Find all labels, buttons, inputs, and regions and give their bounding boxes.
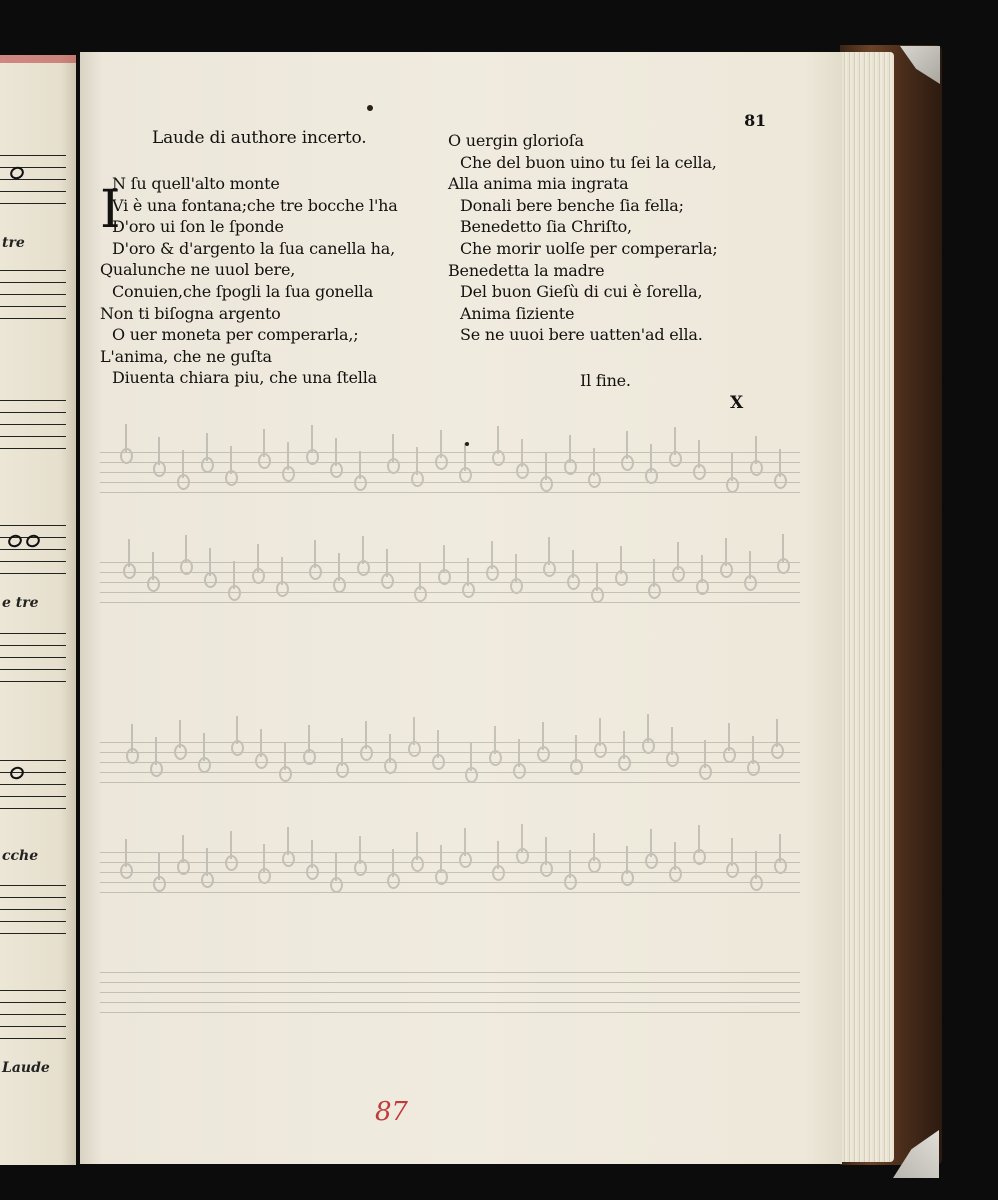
bleed-note-stem xyxy=(653,559,655,587)
verse-line: Se ne uuoi bere uatten'ad ella. xyxy=(460,325,703,345)
bleed-note-stem xyxy=(515,554,517,582)
bleed-note-stem xyxy=(338,553,340,581)
bleed-note-stem xyxy=(497,841,499,869)
bleed-note-stem xyxy=(731,838,733,866)
bleed-note-stem xyxy=(755,851,757,879)
bleed-note-stem xyxy=(257,544,259,572)
bleed-note-stem xyxy=(263,844,265,872)
manuscript-page-number: 87 xyxy=(375,1097,408,1127)
bleed-note-stem xyxy=(569,850,571,878)
bleed-note-stem xyxy=(464,828,466,856)
bleed-note-stem xyxy=(626,846,628,874)
bleed-note-stem xyxy=(365,721,367,749)
bleed-note-stem xyxy=(548,537,550,565)
bleed-note-stem xyxy=(209,548,211,576)
bleed-note-stem xyxy=(779,834,781,862)
left-staff xyxy=(0,270,66,330)
bleed-note-stem xyxy=(749,551,751,579)
bleed-note-stem xyxy=(206,433,208,461)
bleed-note-stem xyxy=(233,561,235,589)
left-fragment-text: e tre xyxy=(2,595,39,611)
ink-speck xyxy=(367,105,373,111)
bleed-note-stem xyxy=(491,541,493,569)
verse-line: Conuien,che ſpogli la ſua gonella xyxy=(112,281,374,301)
verse-line: O uergin glorioſa xyxy=(448,131,584,150)
bleed-note-stem xyxy=(725,538,727,566)
verse-line: Anima ſiziente xyxy=(460,303,575,323)
bleed-note-stem xyxy=(260,729,262,757)
left-staff xyxy=(0,633,66,693)
bleed-note-stem xyxy=(230,446,232,474)
red-edge-stain xyxy=(0,55,76,63)
bleed-note-stem xyxy=(464,443,466,471)
left-staff xyxy=(0,990,66,1050)
verse-line: O uer moneta per comperarla,; xyxy=(112,325,359,345)
bleed-note-stem xyxy=(341,738,343,766)
bleed-note-stem xyxy=(419,562,421,590)
bleed-note-stem xyxy=(308,725,310,753)
bleed-note-stem xyxy=(647,714,649,742)
bleed-note-stem xyxy=(545,452,547,480)
bleed-note-stem xyxy=(443,545,445,573)
bleed-note-stem xyxy=(674,427,676,455)
bleed-note-stem xyxy=(179,720,181,748)
left-staff xyxy=(0,155,66,215)
left-fragment-text: Laude xyxy=(2,1060,50,1076)
bleed-note-stem xyxy=(518,739,520,767)
bleed-note-stem xyxy=(779,449,781,477)
bleed-note-stem xyxy=(728,723,730,751)
left-facing-page xyxy=(0,55,76,1165)
bleed-note-stem xyxy=(440,430,442,458)
bleed-note-stem xyxy=(776,719,778,747)
bleed-note-stem xyxy=(650,829,652,857)
bleed-note-stem xyxy=(152,552,154,580)
page-heading: Laude di authore incerto. xyxy=(152,128,367,148)
bleed-note-stem xyxy=(125,839,127,867)
bleed-note-stem xyxy=(359,451,361,479)
left-staff xyxy=(0,760,66,820)
bleed-note-stem xyxy=(392,434,394,462)
bleed-note-stem xyxy=(671,727,673,755)
bleed-note-stem xyxy=(386,549,388,577)
bleed-note-stem xyxy=(674,842,676,870)
drop-cap: I xyxy=(100,180,121,240)
bleed-note-stem xyxy=(494,726,496,754)
bleed-note-stem xyxy=(701,555,703,583)
bleed-note-stem xyxy=(335,853,337,881)
bleed-note-stem xyxy=(416,832,418,860)
bleed-note-stem xyxy=(467,558,469,586)
bleed-note-stem xyxy=(311,425,313,453)
folio-number: 81 xyxy=(744,111,766,130)
bleed-note-stem xyxy=(755,436,757,464)
bleed-note-stem xyxy=(416,447,418,475)
bleed-note-stem xyxy=(413,717,415,745)
bleed-note-stem xyxy=(626,431,628,459)
verse-line: Del buon Gieſù di cui è ſorella, xyxy=(460,282,703,302)
bleed-note-stem xyxy=(497,426,499,454)
bleed-note-stem xyxy=(128,539,130,567)
left-staff xyxy=(0,400,66,460)
verse-line: L'anima, che ne guſta xyxy=(100,346,272,366)
ink-speck xyxy=(465,442,469,446)
bleed-note-stem xyxy=(782,534,784,562)
verse-line: Diuenta chiara piu, che una ſtella xyxy=(112,368,377,388)
bleed-note-stem xyxy=(704,740,706,768)
bleed-note-stem xyxy=(203,733,205,761)
bleed-note-stem xyxy=(125,424,127,452)
bleed-note-stem xyxy=(155,737,157,765)
bleed-note-stem xyxy=(236,716,238,744)
bleed-note-stem xyxy=(263,429,265,457)
bleed-note-stem xyxy=(593,448,595,476)
verse-line: D'oro ui ſon le ſponde xyxy=(112,217,284,237)
bleed-note-stem xyxy=(752,736,754,764)
bleed-note-stem xyxy=(575,735,577,763)
finis-text: Il fine. xyxy=(580,371,631,390)
verse-line: D'oro & d'argento la ſua canella ha, xyxy=(112,238,396,258)
bleed-note-stem xyxy=(389,734,391,762)
bleed-note-stem xyxy=(314,540,316,568)
left-text-column xyxy=(100,173,398,389)
right-text-column xyxy=(448,130,718,346)
verse-line: Vi è una fontana;che tre bocche l'ha xyxy=(112,195,398,215)
bleed-note-stem xyxy=(311,840,313,868)
verse-line: Donali bere benche ſia fella; xyxy=(460,195,684,215)
bleed-note-stem xyxy=(131,724,133,752)
verse-line: Che del buon uino tu ſei la cella, xyxy=(460,152,717,172)
bleed-note-stem xyxy=(158,437,160,465)
bleed-note-stem xyxy=(521,824,523,852)
bleed-note-stem xyxy=(281,557,283,585)
bleed-note-stem xyxy=(437,730,439,758)
bleed-note-stem xyxy=(599,718,601,746)
bleed-staff xyxy=(100,972,800,1022)
verse-line: Benedetto ſia Chriſto, xyxy=(460,217,632,237)
book-page xyxy=(80,52,842,1164)
bleed-note-stem xyxy=(569,435,571,463)
verse-line: Qualunche ne uuol bere, xyxy=(100,260,296,280)
bleed-note-stem xyxy=(362,536,364,564)
bleed-note-stem xyxy=(698,440,700,468)
verse-line: Alla anima mia ingrata xyxy=(448,174,629,194)
signature-mark: X xyxy=(730,393,743,413)
bleed-note-stem xyxy=(284,742,286,770)
left-staff xyxy=(0,885,66,945)
bleed-note-stem xyxy=(158,852,160,880)
bleed-note-stem xyxy=(650,444,652,472)
bleed-note-stem xyxy=(182,835,184,863)
verse-line: Non ti biſogna argento xyxy=(100,303,281,323)
bleed-note-stem xyxy=(677,542,679,570)
bleed-note-stem xyxy=(521,439,523,467)
bleed-note-stem xyxy=(731,453,733,481)
verse-line: Benedetta la madre xyxy=(448,260,605,280)
bleed-note-stem xyxy=(359,836,361,864)
bleed-note-stem xyxy=(620,546,622,574)
bleed-note-stem xyxy=(182,450,184,478)
left-fragment-text: cche xyxy=(2,848,39,864)
bleed-note-stem xyxy=(185,535,187,563)
bleed-note-stem xyxy=(623,731,625,759)
bleed-note-stem xyxy=(287,442,289,470)
bleed-note-stem xyxy=(392,849,394,877)
verse-line: Che morir uolſe per comperarla; xyxy=(460,238,718,258)
bleed-note-stem xyxy=(440,845,442,873)
bleed-note-stem xyxy=(230,831,232,859)
bleed-staff xyxy=(100,562,800,612)
bleed-note-stem xyxy=(542,722,544,750)
bleed-note-stem xyxy=(470,743,472,771)
bleed-note-stem xyxy=(335,438,337,466)
bleed-note-stem xyxy=(698,825,700,853)
bleed-note-stem xyxy=(572,550,574,578)
bleed-note-stem xyxy=(593,833,595,861)
left-fragment-text: tre xyxy=(2,235,25,251)
bleed-note-stem xyxy=(287,827,289,855)
bleed-note-stem xyxy=(545,837,547,865)
bleed-note-stem xyxy=(206,848,208,876)
verse-line: N ſu quell'alto monte xyxy=(112,174,280,193)
bleed-note-stem xyxy=(596,563,598,591)
